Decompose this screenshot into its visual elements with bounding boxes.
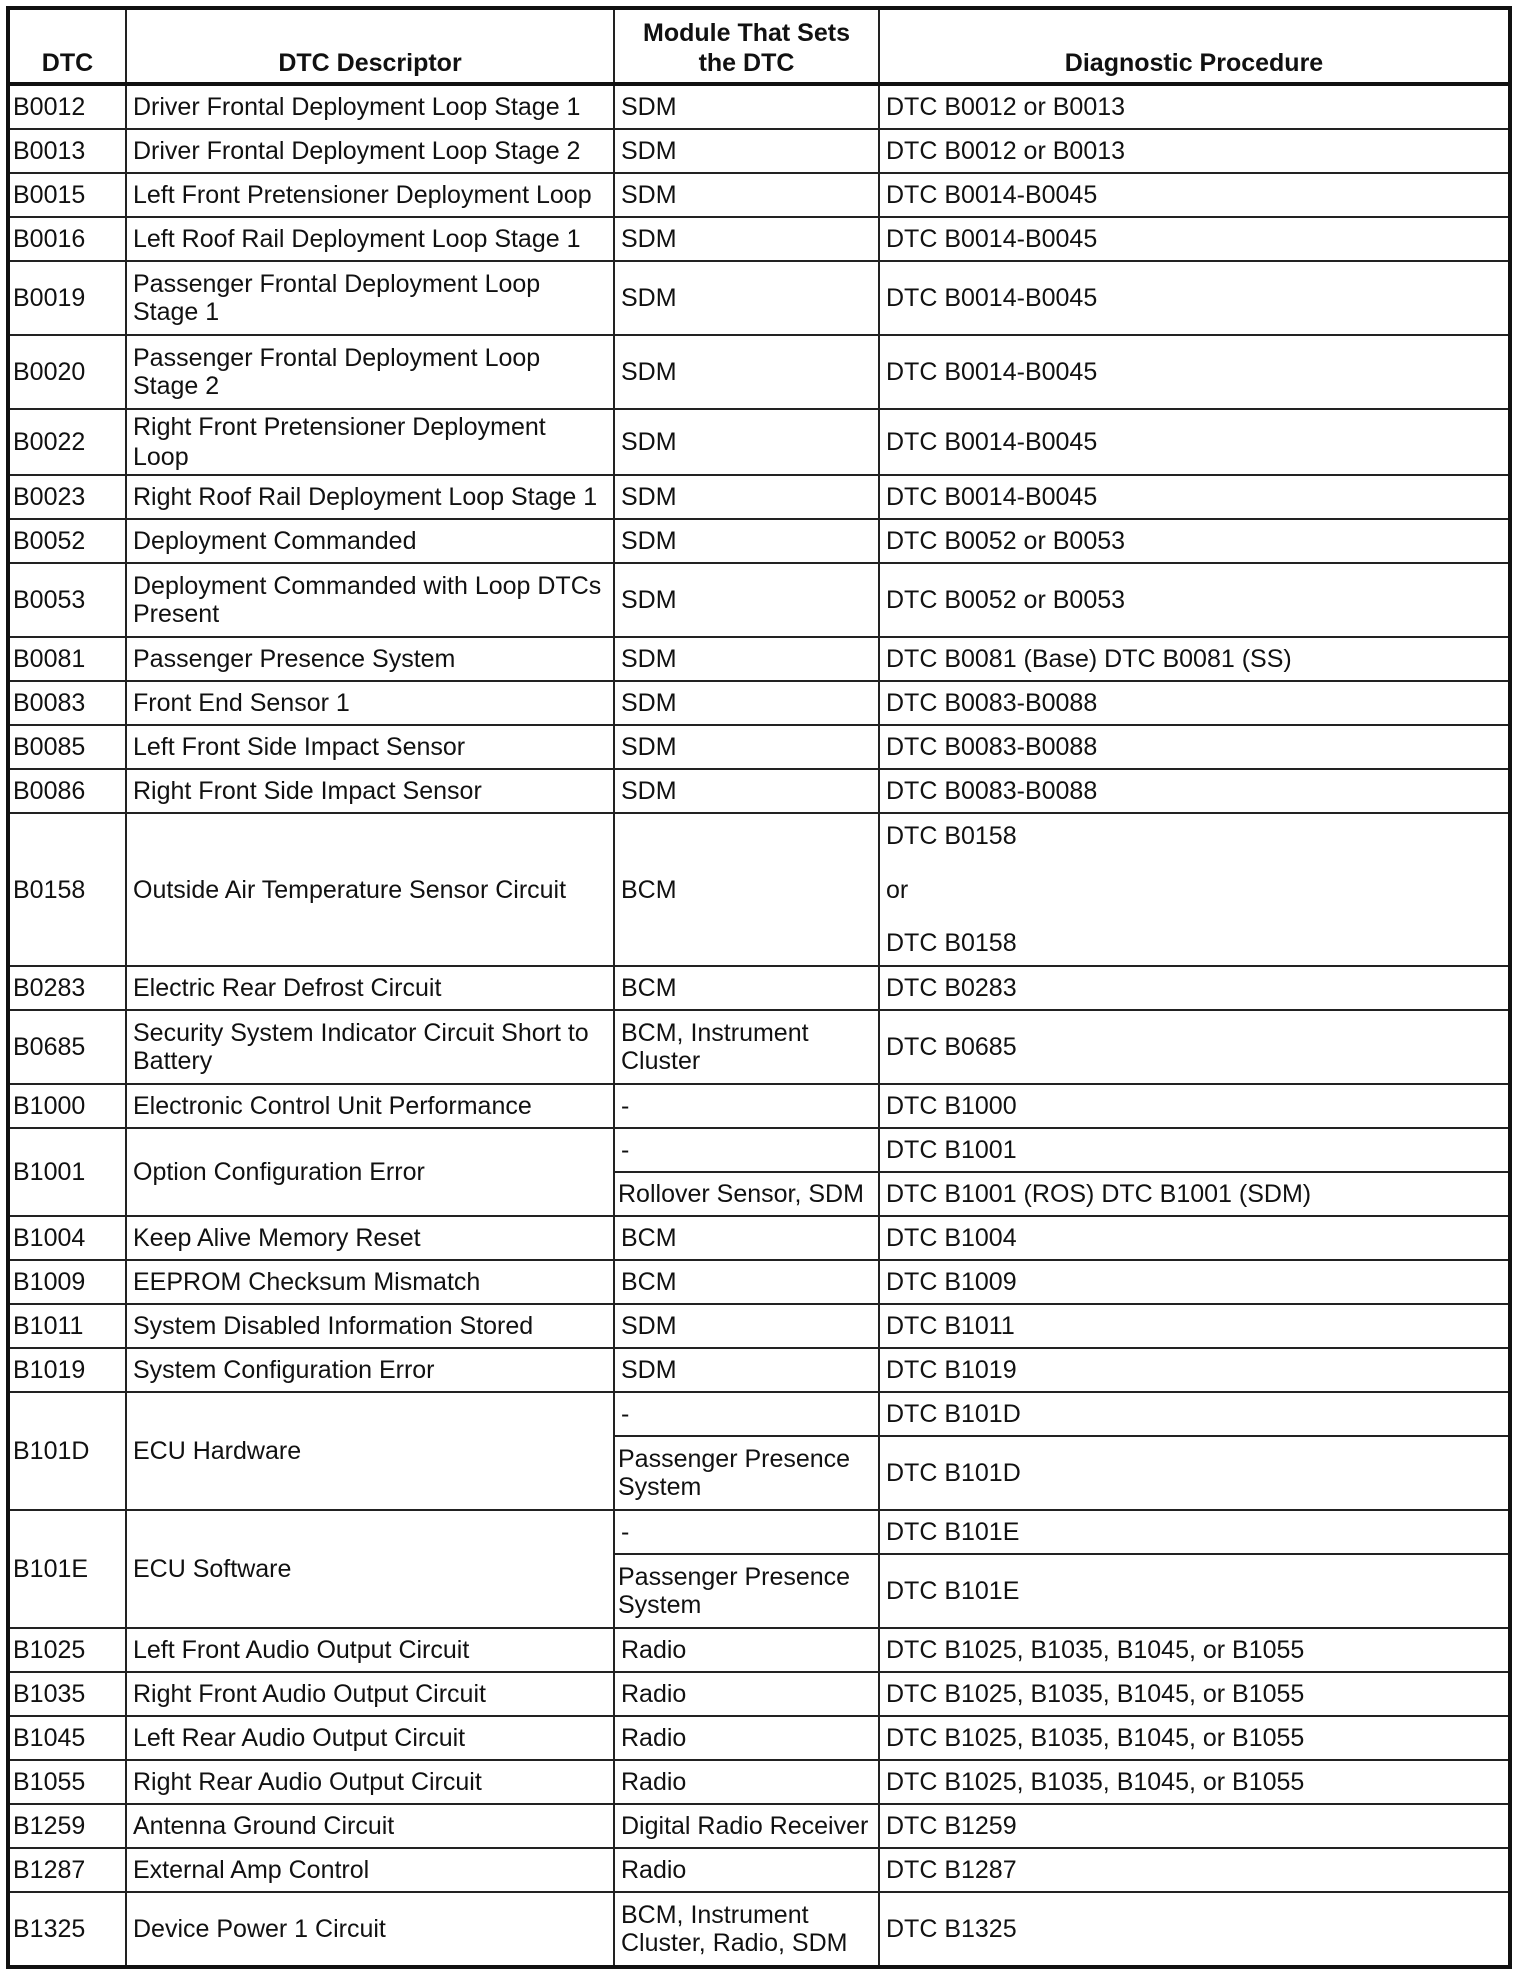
dtc-code: B0053 xyxy=(8,563,126,637)
dtc-procedure: DTC B1325 xyxy=(879,1892,1510,1967)
header-procedure: Diagnostic Procedure xyxy=(879,8,1510,84)
table-row xyxy=(8,966,1510,1010)
dtc-code: B0012 xyxy=(8,84,126,129)
table-row xyxy=(8,681,1510,725)
dtc-procedure: DTC B0083-B0088 xyxy=(879,681,1510,725)
dtc-module: BCM xyxy=(614,966,879,1010)
dtc-descriptor: Device Power 1 Circuit xyxy=(126,1892,614,1967)
dtc-descriptor: Passenger Frontal Deployment Loop Stage 1 xyxy=(126,261,614,335)
dtc-descriptor: System Configuration Error xyxy=(126,1348,614,1392)
dtc-procedure: DTC B0685 xyxy=(879,1010,1510,1084)
dtc-module: BCM, Instrument Cluster xyxy=(614,1010,879,1084)
table-row xyxy=(8,1716,1510,1760)
dtc-code: B0019 xyxy=(8,261,126,335)
dtc-code: B1011 xyxy=(8,1304,126,1348)
table-row xyxy=(8,1892,1510,1967)
dtc-procedure: DTC B101D xyxy=(879,1436,1510,1510)
table-row xyxy=(8,1628,1510,1672)
dtc-procedure: DTC B0283 xyxy=(879,966,1510,1010)
table-row xyxy=(8,475,1510,519)
dtc-procedure: DTC B0081 (Base) DTC B0081 (SS) xyxy=(879,637,1510,681)
dtc-descriptor: System Disabled Information Stored xyxy=(126,1304,614,1348)
dtc-procedure: DTC B101E xyxy=(879,1510,1510,1554)
dtc-descriptor: Left Front Side Impact Sensor xyxy=(126,725,614,769)
dtc-descriptor: Antenna Ground Circuit xyxy=(126,1804,614,1848)
dtc-procedure: DTC B1001 (ROS) DTC B1001 (SDM) xyxy=(879,1172,1510,1216)
dtc-descriptor: Driver Frontal Deployment Loop Stage 2 xyxy=(126,129,614,173)
dtc-module: SDM xyxy=(614,261,879,335)
procedure-line: DTC B0158 xyxy=(886,929,1017,957)
dtc-code: B0022 xyxy=(8,409,126,475)
dtc-module: Rollover Sensor, SDM xyxy=(614,1172,879,1216)
dtc-descriptor: Passenger Frontal Deployment Loop Stage 2 xyxy=(126,335,614,409)
table-row xyxy=(8,84,1510,129)
dtc-descriptor: External Amp Control xyxy=(126,1848,614,1892)
table-row xyxy=(8,335,1510,409)
dtc-code: B0016 xyxy=(8,217,126,261)
dtc-module: BCM xyxy=(614,813,879,966)
dtc-module: - xyxy=(614,1510,879,1554)
dtc-procedure: DTC B0014-B0045 xyxy=(879,173,1510,217)
dtc-procedure: DTC B0052 or B0053 xyxy=(879,563,1510,637)
table-row xyxy=(8,813,1510,966)
dtc-code: B0015 xyxy=(8,173,126,217)
dtc-module: Radio xyxy=(614,1716,879,1760)
dtc-descriptor: Right Roof Rail Deployment Loop Stage 1 xyxy=(126,475,614,519)
dtc-code: B0023 xyxy=(8,475,126,519)
header-row xyxy=(8,8,1510,84)
dtc-descriptor: Front End Sensor 1 xyxy=(126,681,614,725)
dtc-module: SDM xyxy=(614,84,879,129)
dtc-code: B1045 xyxy=(8,1716,126,1760)
table-row xyxy=(8,129,1510,173)
dtc-descriptor: Left Front Pretensioner Deployment Loop xyxy=(126,173,614,217)
dtc-procedure: DTC B0012 or B0013 xyxy=(879,129,1510,173)
dtc-code: B1001 xyxy=(8,1128,126,1216)
dtc-descriptor: Electric Rear Defrost Circuit xyxy=(126,966,614,1010)
table-row xyxy=(8,1304,1510,1348)
dtc-module: Radio xyxy=(614,1760,879,1804)
dtc-module: SDM xyxy=(614,681,879,725)
dtc-descriptor: Security System Indicator Circuit Short to Battery xyxy=(126,1010,614,1084)
dtc-procedure: DTC B0083-B0088 xyxy=(879,725,1510,769)
table-row xyxy=(8,1510,1510,1554)
dtc-descriptor: Keep Alive Memory Reset xyxy=(126,1216,614,1260)
dtc-procedure: DTC B1009 xyxy=(879,1260,1510,1304)
dtc-module: SDM xyxy=(614,769,879,813)
table-row xyxy=(8,1804,1510,1848)
table-row xyxy=(8,1260,1510,1304)
procedure-line: DTC B0158 xyxy=(886,822,1017,850)
dtc-code: B0081 xyxy=(8,637,126,681)
dtc-code: B101D xyxy=(8,1392,126,1510)
dtc-module: SDM xyxy=(614,409,879,475)
dtc-code: B1325 xyxy=(8,1892,126,1967)
table-row xyxy=(8,1392,1510,1436)
dtc-descriptor: Right Front Audio Output Circuit xyxy=(126,1672,614,1716)
header-module: Module That Sets the DTC xyxy=(614,8,879,84)
dtc-procedure: DTC B0014-B0045 xyxy=(879,217,1510,261)
dtc-code: B1259 xyxy=(8,1804,126,1848)
dtc-module: - xyxy=(614,1392,879,1436)
dtc-code: B1019 xyxy=(8,1348,126,1392)
dtc-descriptor: Driver Frontal Deployment Loop Stage 1 xyxy=(126,84,614,129)
dtc-descriptor: ECU Software xyxy=(126,1510,614,1628)
dtc-descriptor: Option Configuration Error xyxy=(126,1128,614,1216)
dtc-code: B1287 xyxy=(8,1848,126,1892)
dtc-procedure: DTC B0012 or B0013 xyxy=(879,84,1510,129)
dtc-module: BCM, Instrument Cluster, Radio, SDM xyxy=(614,1892,879,1967)
dtc-descriptor: Right Front Pretensioner Deployment Loop xyxy=(126,409,614,475)
table-row xyxy=(8,563,1510,637)
dtc-module: BCM xyxy=(614,1216,879,1260)
table-row xyxy=(8,1084,1510,1128)
dtc-descriptor: Left Front Audio Output Circuit xyxy=(126,1628,614,1672)
table-row xyxy=(8,409,1510,475)
dtc-procedure: DTC B1025, B1035, B1045, or B1055 xyxy=(879,1760,1510,1804)
header-descriptor: DTC Descriptor xyxy=(126,8,614,84)
dtc-code: B1055 xyxy=(8,1760,126,1804)
procedure-line: or xyxy=(886,875,909,904)
dtc-procedure: DTC B1025, B1035, B1045, or B1055 xyxy=(879,1628,1510,1672)
dtc-module: - xyxy=(614,1128,879,1172)
dtc-procedure: DTC B1019 xyxy=(879,1348,1510,1392)
dtc-module: Radio xyxy=(614,1672,879,1716)
table-row xyxy=(8,261,1510,335)
dtc-module: Digital Radio Receiver xyxy=(614,1804,879,1848)
dtc-descriptor: EEPROM Checksum Mismatch xyxy=(126,1260,614,1304)
dtc-code: B0085 xyxy=(8,725,126,769)
table-row xyxy=(8,1128,1510,1172)
dtc-code: B0020 xyxy=(8,335,126,409)
dtc-procedure: DTC B1287 xyxy=(879,1848,1510,1892)
dtc-code: B0685 xyxy=(8,1010,126,1084)
table-row xyxy=(8,1672,1510,1716)
table-row xyxy=(8,519,1510,563)
dtc-procedure: DTC B1000 xyxy=(879,1084,1510,1128)
dtc-descriptor: Right Front Side Impact Sensor xyxy=(126,769,614,813)
table-row xyxy=(8,1848,1510,1892)
dtc-module: SDM xyxy=(614,217,879,261)
dtc-code: B1009 xyxy=(8,1260,126,1304)
dtc-descriptor: Electronic Control Unit Performance xyxy=(126,1084,614,1128)
dtc-descriptor: Outside Air Temperature Sensor Circuit xyxy=(126,813,614,966)
table-row xyxy=(8,725,1510,769)
dtc-module: Radio xyxy=(614,1628,879,1672)
dtc-descriptor: Passenger Presence System xyxy=(126,637,614,681)
dtc-module: Passenger Presence System xyxy=(614,1554,879,1628)
dtc-module: SDM xyxy=(614,637,879,681)
table-row xyxy=(8,1760,1510,1804)
dtc-procedure: DTC B1259 xyxy=(879,1804,1510,1848)
dtc-module: Passenger Presence System xyxy=(614,1436,879,1510)
dtc-code: B0052 xyxy=(8,519,126,563)
table-row xyxy=(8,769,1510,813)
dtc-descriptor: Deployment Commanded with Loop DTCs Present xyxy=(126,563,614,637)
dtc-module: BCM xyxy=(614,1260,879,1304)
dtc-procedure: DTC B0014-B0045 xyxy=(879,335,1510,409)
dtc-procedure: DTC B0083-B0088 xyxy=(879,769,1510,813)
dtc-procedure: DTC B1025, B1035, B1045, or B1055 xyxy=(879,1716,1510,1760)
dtc-procedure: DTC B0014-B0045 xyxy=(879,409,1510,475)
dtc-table xyxy=(6,6,1512,1969)
dtc-descriptor: Deployment Commanded xyxy=(126,519,614,563)
dtc-module: SDM xyxy=(614,563,879,637)
dtc-module: SDM xyxy=(614,1348,879,1392)
dtc-code: B1025 xyxy=(8,1628,126,1672)
dtc-procedure: DTC B1004 xyxy=(879,1216,1510,1260)
dtc-module: SDM xyxy=(614,1304,879,1348)
dtc-procedure: DTC B0014-B0045 xyxy=(879,475,1510,519)
dtc-code: B1000 xyxy=(8,1084,126,1128)
dtc-code: B0013 xyxy=(8,129,126,173)
dtc-descriptor: Left Roof Rail Deployment Loop Stage 1 xyxy=(126,217,614,261)
dtc-module: - xyxy=(614,1084,879,1128)
table-row xyxy=(8,1348,1510,1392)
dtc-module: SDM xyxy=(614,129,879,173)
table-row xyxy=(8,637,1510,681)
dtc-procedure: DTC B101D xyxy=(879,1392,1510,1436)
dtc-procedure: DTC B1011 xyxy=(879,1304,1510,1348)
dtc-descriptor: Right Rear Audio Output Circuit xyxy=(126,1760,614,1804)
table-row xyxy=(8,1216,1510,1260)
dtc-descriptor: ECU Hardware xyxy=(126,1392,614,1510)
dtc-code: B101E xyxy=(8,1510,126,1628)
dtc-code: B0283 xyxy=(8,966,126,1010)
header-dtc: DTC xyxy=(8,8,126,84)
dtc-code: B1004 xyxy=(8,1216,126,1260)
table-row xyxy=(8,173,1510,217)
table-row xyxy=(8,217,1510,261)
dtc-module: Radio xyxy=(614,1848,879,1892)
dtc-module: SDM xyxy=(614,173,879,217)
dtc-procedure: DTC B1025, B1035, B1045, or B1055 xyxy=(879,1672,1510,1716)
dtc-descriptor: Left Rear Audio Output Circuit xyxy=(126,1716,614,1760)
dtc-procedure xyxy=(879,813,1510,966)
dtc-module: SDM xyxy=(614,475,879,519)
dtc-code: B1035 xyxy=(8,1672,126,1716)
table-body xyxy=(8,84,1510,1967)
dtc-procedure: DTC B0014-B0045 xyxy=(879,261,1510,335)
dtc-procedure: DTC B1001 xyxy=(879,1128,1510,1172)
dtc-code: B0086 xyxy=(8,769,126,813)
dtc-procedure: DTC B101E xyxy=(879,1554,1510,1628)
dtc-module: SDM xyxy=(614,335,879,409)
dtc-module: SDM xyxy=(614,725,879,769)
dtc-code: B0083 xyxy=(8,681,126,725)
dtc-module: SDM xyxy=(614,519,879,563)
dtc-procedure: DTC B0052 or B0053 xyxy=(879,519,1510,563)
table-row xyxy=(8,1010,1510,1084)
dtc-code: B0158 xyxy=(8,813,126,966)
